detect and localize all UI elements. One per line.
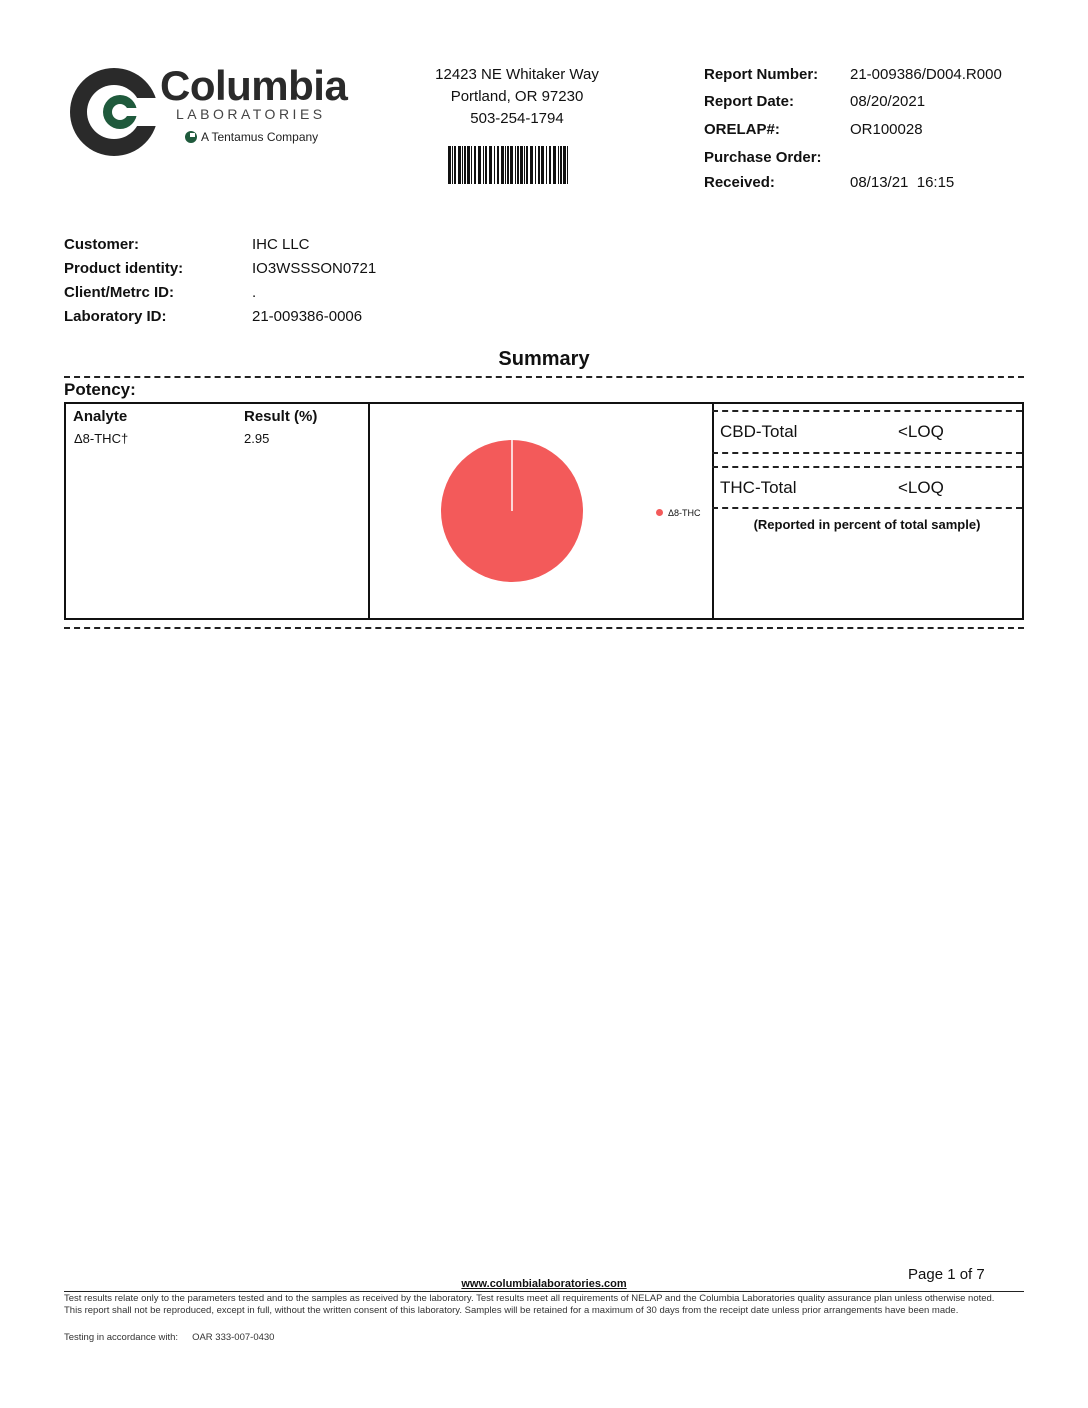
customer-label: Customer: (64, 236, 140, 253)
barcode-bar (483, 146, 484, 184)
barcode-bar (462, 146, 463, 184)
laboratory-id: 21-009386-0006 (252, 308, 363, 325)
barcode-bar (454, 146, 456, 184)
address-street: 12423 NE Whitaker Way (435, 66, 599, 83)
divider (64, 627, 1024, 629)
barcode-bar (526, 146, 528, 184)
col-analyte: Analyte (73, 408, 128, 425)
summary-title: Summary (498, 348, 590, 370)
report-number-label: Report Number: (704, 66, 819, 83)
barcode-bar (520, 146, 523, 184)
product-identity: IO3WSSSON0721 (252, 260, 377, 277)
barcode-bar (541, 146, 544, 184)
received-label: Received: (704, 174, 775, 191)
barcode-bar (464, 146, 466, 184)
barcode-bar (505, 146, 506, 184)
barcode-bar (546, 146, 547, 184)
testing-value: OAR 333-007-0430 (192, 1332, 275, 1343)
client-metrc-id: . (252, 284, 257, 301)
barcode-bar (524, 146, 525, 184)
website-link[interactable]: www.columbialaboratories.com (461, 1278, 627, 1290)
barcode-bar (489, 146, 492, 184)
barcode-bar (553, 146, 556, 184)
barcode-bar (567, 146, 568, 184)
barcode-bar (517, 146, 519, 184)
disclaimer-text: Test results relate only to the parameters tested and to the samples as received by the laboratory. Test results meet all requirements of NELAP and the Columbia Laboratories quality assurance plan unless otherwise noted. This report shall not be reproduced, except in full, without the written consent of this laboratory. Samples will be retained for a maximum of 30 days from the receipt date unless prior arrangements have been made. (64, 1293, 995, 1316)
barcode-bar (558, 146, 559, 184)
barcode-bar (452, 146, 453, 184)
potency-label: Potency: (64, 380, 136, 399)
tentamus-icon (184, 130, 198, 144)
logo-tagline (184, 130, 318, 144)
cbd-total-value: <LOQ (898, 422, 944, 441)
page-number: Page 1 of 7 (908, 1266, 985, 1283)
barcode-bar (530, 146, 533, 184)
logo-subtitle: LABORATORIES (176, 106, 326, 122)
address-city: Portland, OR 97230 (450, 88, 584, 105)
pie-legend (656, 508, 701, 518)
potency-table (64, 402, 370, 620)
barcode-bar (474, 146, 476, 184)
divider (64, 376, 1024, 378)
barcode-bar (478, 146, 481, 184)
testing-standard (64, 1332, 274, 1343)
orelap-number: OR100028 (850, 121, 923, 138)
divider (712, 507, 1022, 509)
barcode-bar (458, 146, 461, 184)
thc-total-label: THC-Total (720, 478, 797, 497)
footer-divider (64, 1291, 1024, 1292)
barcode-bar (485, 146, 487, 184)
laboratory-id-label: Laboratory ID: (64, 308, 167, 325)
received-datetime: 08/13/21 16:15 (850, 174, 955, 191)
testing-label: Testing in accordance with: (64, 1332, 179, 1343)
thc-total-value: <LOQ (898, 478, 944, 497)
barcode-bar (510, 146, 513, 184)
columbia-logo-icon (66, 64, 162, 160)
divider (712, 452, 1022, 454)
analyte-cell: Δ8-THC† (74, 431, 129, 446)
product-identity-label: Product identity: (64, 260, 184, 277)
barcode-bar (535, 146, 536, 184)
client-metrc-label: Client/Metrc ID: (64, 284, 175, 301)
result-cell: 2.95 (244, 431, 270, 446)
barcode-icon (448, 146, 570, 184)
legend-swatch (656, 509, 663, 516)
barcode-bar (471, 146, 472, 184)
col-result: Result (%) (244, 408, 318, 425)
divider (712, 410, 1022, 412)
barcode-bar (560, 146, 562, 184)
barcode-bar (467, 146, 470, 184)
purchase-order-label: Purchase Order: (704, 149, 822, 166)
barcode-bar (494, 146, 495, 184)
totals-note: (Reported in percent of total sample) (753, 517, 981, 532)
logo-brand: Columbia (160, 62, 348, 109)
legend-label: Δ8-THC (668, 508, 701, 518)
report-date: 08/20/2021 (850, 93, 926, 110)
report-number: 21-009386/D004.R000 (850, 66, 1002, 83)
customer-name: IHC LLC (252, 236, 310, 253)
barcode-bar (549, 146, 551, 184)
cbd-total-label: CBD-Total (720, 422, 798, 441)
barcode-bar (448, 146, 451, 184)
barcode-bar (515, 146, 516, 184)
address-phone: 503-254-1794 (470, 110, 564, 127)
barcode-bar (538, 146, 540, 184)
logo-tagline-text: A Tentamus Company (201, 130, 319, 144)
barcode-bar (497, 146, 499, 184)
report-date-label: Report Date: (704, 93, 795, 110)
divider (712, 466, 1022, 468)
barcode-bar (501, 146, 504, 184)
barcode-bar (563, 146, 566, 184)
barcode-bar (507, 146, 509, 184)
orelap-label: ORELAP#: (704, 121, 780, 138)
